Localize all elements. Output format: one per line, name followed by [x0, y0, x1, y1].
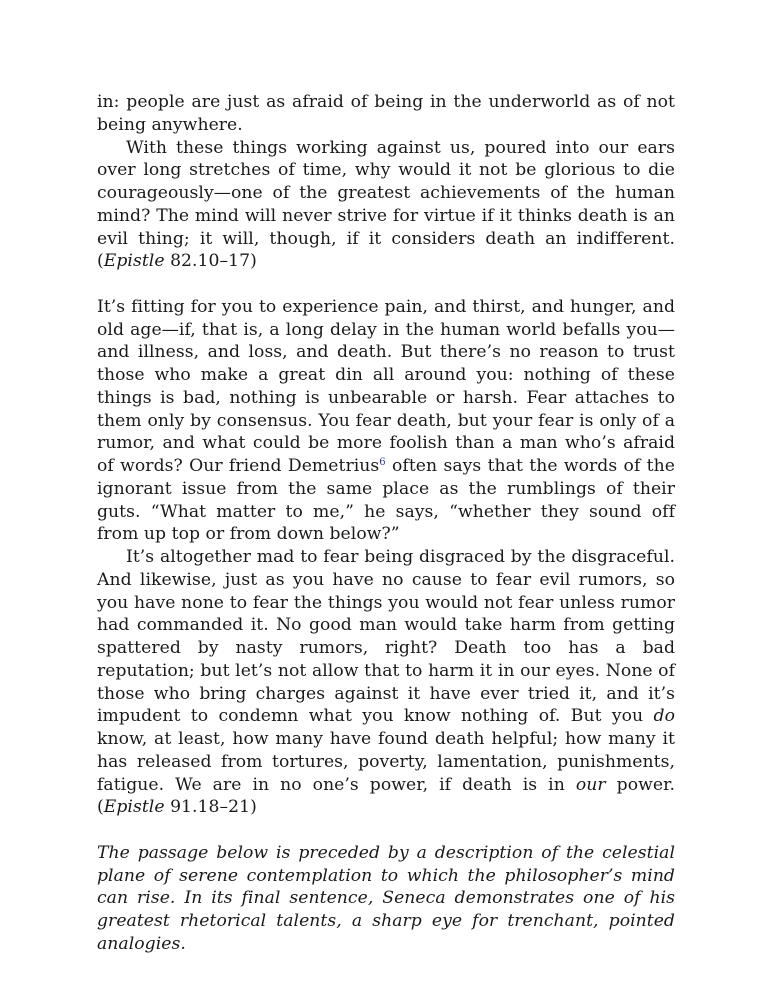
paragraph-text: power. (	[97, 774, 676, 818]
paragraph-epistle-91	[97, 546, 675, 819]
paragraph-continuation	[97, 91, 675, 137]
citation-reference: 82.10–17)	[164, 251, 257, 272]
paragraph-text: With these things working against us, poured into our ears over long stretches of time, why would it not be glorious to die courageously—one of the greatest achievements of the human mind? The mind will never strive for virtue if it thinks death is an evil thing; it will, though, if it considers death an indifferent. (	[97, 137, 675, 272]
emphasis-text: our	[575, 774, 606, 795]
paragraph-text: It’s altogether mad to fear being disgraced by the disgraceful. And likewise, just as you have no cause to fear evil rumors, so you have none to fear the things you would not fear unless rumor had commanded it. No good man would take harm from getting spattered by nasty rumors, right? Death too has a bad reputation; but let’s not allow that to harm it in our eyes. None of those who bring charges against it have ever tried it, and it’s impudent to condemn what you know nothing of. But you	[97, 547, 675, 727]
editorial-introduction	[97, 842, 675, 956]
section-gap	[97, 819, 675, 842]
page-body	[97, 91, 675, 956]
section-gap	[97, 273, 675, 296]
footnote-marker[interactable]: 6	[379, 457, 386, 468]
citation-work-title: Epistle	[103, 251, 165, 272]
introduction-text: The passage below is preceded by a description of the celestial plane of serene contemplation to which the philosopher’s mind can rise. In its final sentence, Seneca demonstrates one of his greatest rhetorical talents, a sharp eye for trenchant, pointed analogies.	[97, 842, 675, 954]
paragraph-text: in: people are just as afraid of being in the underworld as of not being anywhere.	[97, 92, 675, 135]
paragraph-text: know, at least, how many have found death helpful; how many it has released from tortures, poverty, lamentation, punishments, fatigue. We are in no one’s power, if death is in	[97, 729, 675, 795]
citation-work-title: Epistle	[103, 797, 165, 818]
paragraph-text: It’s fitting for you to experience pain, and thirst, and hunger, and old age—if, that is, a long delay in the human world befalls you—and illness, and loss, and death. But there’s no reason to trust those who make a great din all around you: nothing of these things is bad, nothing is unbearable or harsh. Fear attaches to them only by consensus. You fear death, but your fear is only of a rumor, and what could be more foolish than a man who’s afraid of words? Our friend Demetrius	[97, 296, 675, 476]
paragraph-epistle-82	[97, 137, 675, 274]
citation-reference: 91.18–21)	[164, 797, 257, 818]
emphasis-text: do	[653, 706, 675, 727]
paragraph-fear-rumor	[97, 296, 675, 546]
paragraph-text: often says that the words of the ignorant issue from the same place as the rumblings of their guts. “What matter to me,” he says, “whether they sound off from up top or from down below?”	[97, 456, 675, 545]
